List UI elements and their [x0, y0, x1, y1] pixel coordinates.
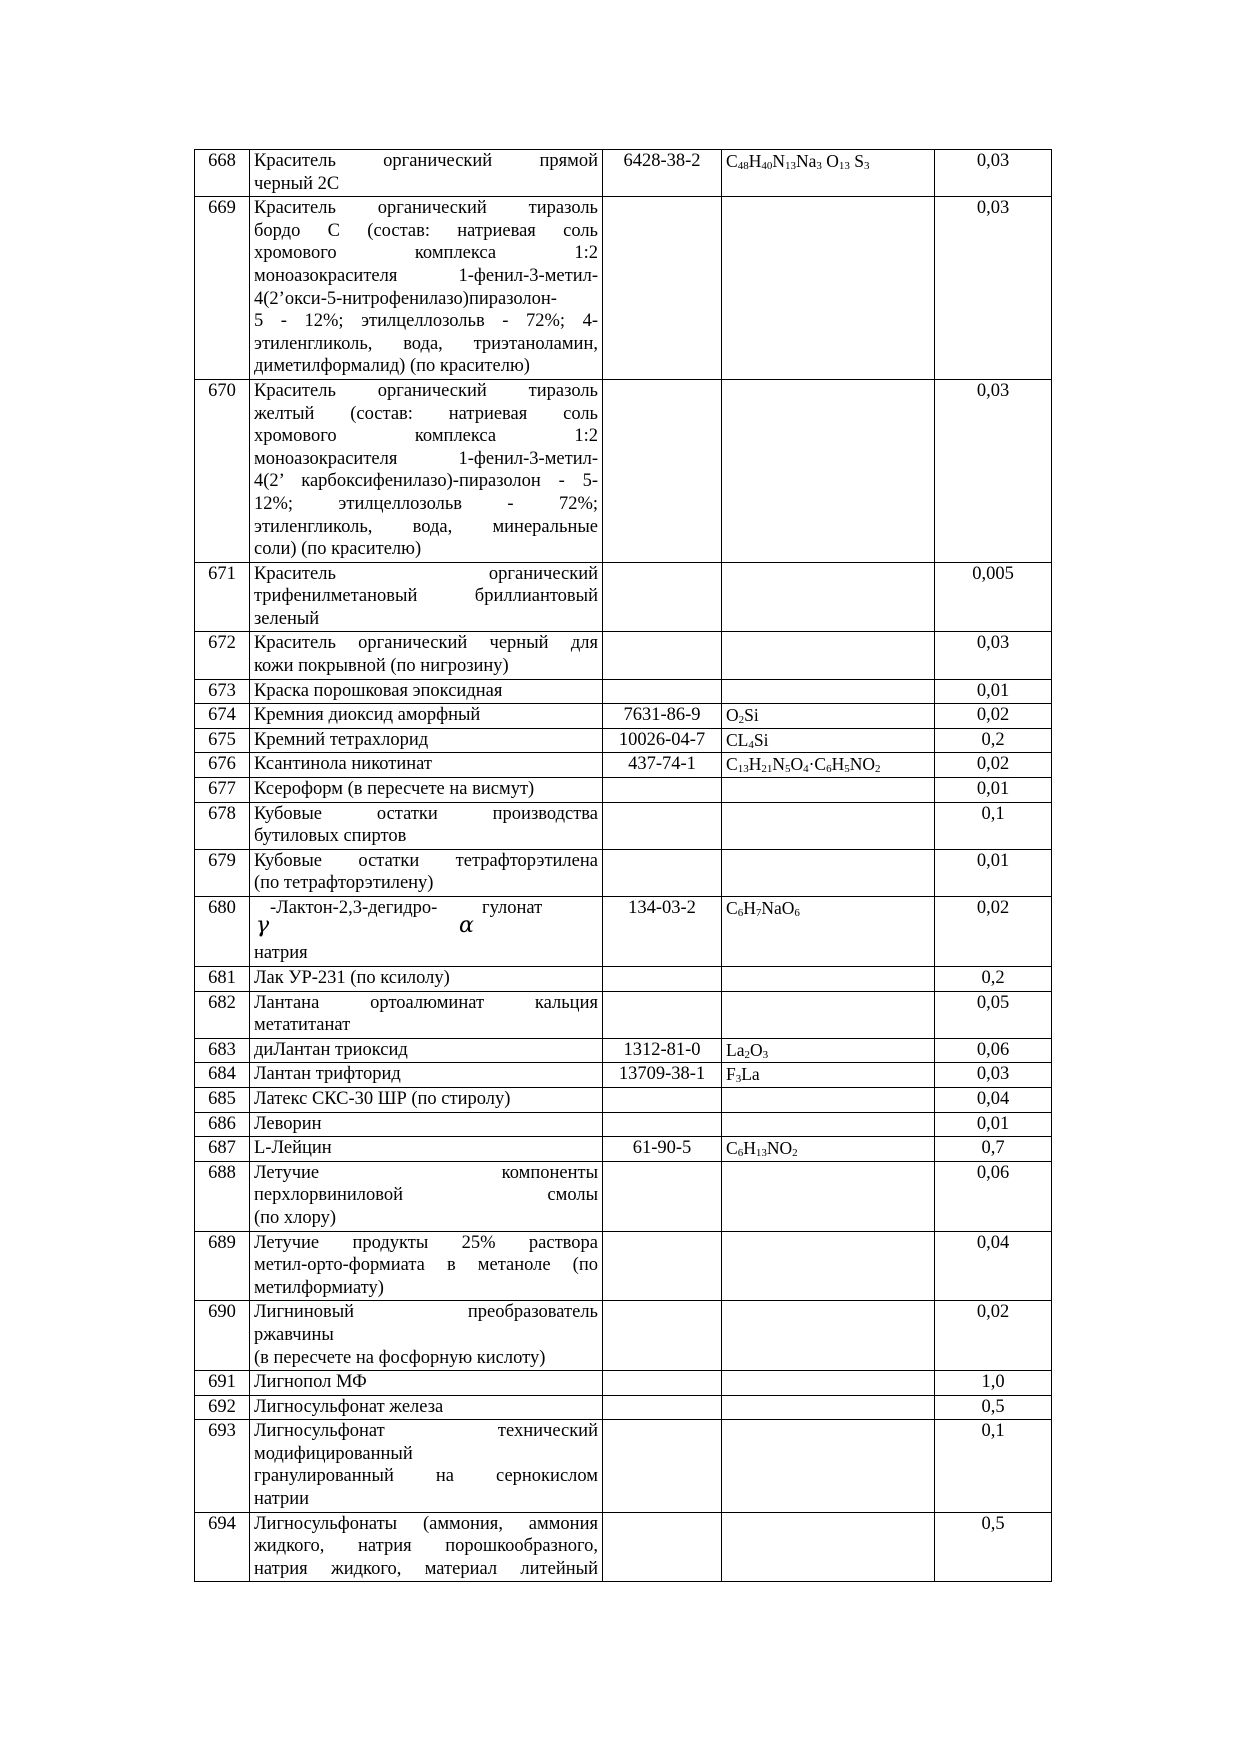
substance-name-line: этиленгликоль, вода, минеральные [254, 516, 598, 537]
substance-name [250, 1063, 603, 1088]
substance-name-line: Лантана ортоалюминат кальция [254, 992, 598, 1013]
formula-subscript: 2 [792, 1147, 798, 1160]
substance-name-line: 12%; этилцеллозольв - 72%; [254, 493, 598, 514]
substance-name [250, 197, 603, 380]
chemical-formula [722, 1301, 935, 1371]
cas-number [603, 1395, 722, 1420]
substances-table [194, 149, 1052, 1582]
concentration-value: 1,0 [935, 1371, 1052, 1396]
substance-name-line: модифицированный [254, 1443, 413, 1464]
table-row [195, 704, 1052, 729]
chemical-formula [722, 562, 935, 632]
concentration-value: 0,02 [935, 753, 1052, 778]
substance-name-part: натрия [254, 943, 308, 963]
formula-subscript: 6 [826, 763, 832, 776]
concentration-value: 0,03 [935, 1063, 1052, 1088]
table-row [195, 728, 1052, 753]
row-number: 692 [195, 1395, 250, 1420]
table-row [195, 1137, 1052, 1162]
substance-name [250, 562, 603, 632]
formula-element: C [726, 151, 738, 171]
row-number: 679 [195, 849, 250, 896]
table-row [195, 991, 1052, 1038]
table-row [195, 1371, 1052, 1396]
chemical-formula [722, 679, 935, 704]
concentration-value: 0,01 [935, 849, 1052, 896]
formula-subscript: 5 [784, 763, 791, 776]
concentration-value: 0,02 [935, 897, 1052, 967]
substance-name [250, 379, 603, 562]
formula-subscript: 4 [803, 763, 809, 776]
row-number: 686 [195, 1112, 250, 1137]
cas-number [603, 1512, 722, 1582]
row-number: 687 [195, 1137, 250, 1162]
cas-number [603, 1087, 722, 1112]
formula-subscript: 3 [735, 1073, 742, 1086]
substance-name-line: Лак УР-231 (по ксилолу) [254, 968, 450, 988]
chemical-formula [722, 802, 935, 849]
formula-element: O [790, 754, 804, 775]
substance-name-line: Латекс СКС-30 ШР (по стиролу) [254, 1088, 511, 1109]
cas-number [603, 1301, 722, 1371]
cas-number: 437-74-1 [603, 753, 722, 778]
gamma-symbol: γ [256, 913, 270, 938]
formula-subscript: 40 [761, 160, 773, 172]
row-number: 670 [195, 379, 250, 562]
table-row [195, 1420, 1052, 1512]
substance-name [250, 753, 603, 778]
table-row [195, 1301, 1052, 1371]
table-row [195, 1063, 1052, 1088]
formula-element: O [821, 151, 839, 171]
concentration-value: 0,5 [935, 1395, 1052, 1420]
cas-number: 13709-38-1 [603, 1063, 722, 1088]
substance-name [250, 1395, 603, 1420]
chemical-formula [722, 1395, 935, 1420]
concentration-value: 0,01 [935, 679, 1052, 704]
substance-name-line: Ксероформ (в пересчете на висмут) [254, 779, 535, 800]
substance-name [250, 632, 603, 679]
substance-name [250, 1112, 603, 1137]
row-number: 682 [195, 991, 250, 1038]
row-number: 675 [195, 728, 250, 753]
chemical-formula [722, 1420, 935, 1512]
substance-name [250, 679, 603, 704]
row-number: 688 [195, 1161, 250, 1231]
chemical-formula [722, 1112, 935, 1137]
chemical-formula [722, 991, 935, 1038]
table-row [195, 562, 1052, 632]
chemical-formula [722, 197, 935, 380]
substance-name-part: гулонат [482, 898, 543, 918]
substance-name-line: Кремния диоксид аморфный [254, 705, 481, 726]
substance-name [250, 1301, 603, 1371]
concentration-value: 0,02 [935, 1301, 1052, 1371]
substance-name-line: Кубовые остатки производства [254, 803, 598, 824]
concentration-value: 0,01 [935, 778, 1052, 803]
cas-number [603, 967, 722, 992]
formula-element: NO [766, 1138, 793, 1159]
chemical-formula [722, 704, 935, 729]
substance-name-line: хромового комплекса 1:2 [254, 243, 598, 264]
concentration-value: 0,2 [935, 728, 1052, 753]
row-number: 669 [195, 197, 250, 380]
substance-name-line: Краситель органический тиразоль [254, 198, 598, 219]
substance-name-line: 5 - 12%; этилцеллозольв - 72%; 4- [254, 311, 598, 332]
table-row [195, 632, 1052, 679]
substance-name-line: Лантан трифторид [254, 1064, 401, 1085]
chemical-formula [722, 1512, 935, 1582]
substance-name-line: трифенилметановый бриллиантовый [254, 586, 598, 607]
formula-element: S [849, 151, 864, 171]
substance-name-line: кожи покрывной (по нигрозину) [254, 656, 509, 677]
substance-name-line: жидкого, натрия порошкообразного, [254, 1536, 598, 1557]
formula-subscript: 2 [738, 714, 745, 727]
substance-name [250, 849, 603, 896]
formula-element: H [748, 151, 762, 171]
cas-number: 1312-81-0 [603, 1038, 722, 1063]
substance-name-line: L-Лейцин [254, 1138, 332, 1159]
formula-subscript: 4 [748, 738, 754, 751]
formula-subscript: 3 [864, 160, 870, 172]
formula-element: C [726, 754, 738, 775]
substance-name-line: натрии [254, 1489, 309, 1510]
formula-subscript: 13 [755, 1147, 767, 1160]
formula-subscript: 13 [838, 160, 850, 172]
substance-name-line: (по хлору) [254, 1207, 337, 1228]
row-number: 674 [195, 704, 250, 729]
substance-name-line: желтый (состав: натриевая соль [254, 403, 598, 424]
substance-name-line: Кремний тетрахлорид [254, 729, 429, 750]
formula-element: Na [795, 151, 817, 171]
substance-name [250, 728, 603, 753]
cas-number [603, 197, 722, 380]
chemical-formula [722, 1371, 935, 1396]
formula-element: NaO [761, 898, 795, 918]
row-number: 693 [195, 1420, 250, 1512]
chemical-formula [722, 897, 935, 967]
concentration-value: 0,2 [935, 967, 1052, 992]
cas-number: 10026-04-7 [603, 728, 722, 753]
substance-name [250, 802, 603, 849]
formula-element: C [726, 1138, 738, 1159]
concentration-value: 0,5 [935, 1512, 1052, 1582]
substance-name-line: Краситель органический прямой [254, 151, 598, 171]
table-row [195, 1038, 1052, 1063]
substance-name-line: (в пересчете на фосфорную кислоту) [254, 1347, 546, 1368]
table-row [195, 1161, 1052, 1231]
concentration-value: 0,05 [935, 991, 1052, 1038]
table-row [195, 197, 1052, 380]
substance-name-line: Летучие продукты 25% раствора [254, 1232, 598, 1253]
alpha-symbol: α [459, 913, 474, 938]
row-number: 681 [195, 967, 250, 992]
concentration-value: 0,03 [935, 632, 1052, 679]
cas-number [603, 679, 722, 704]
substance-name-line: Летучие компоненты [254, 1162, 598, 1183]
formula-element: O [726, 705, 739, 726]
chemical-formula [722, 778, 935, 803]
table-row [195, 1112, 1052, 1137]
cas-number [603, 1231, 722, 1301]
substance-name [250, 704, 603, 729]
row-number: 694 [195, 1512, 250, 1582]
formula-element: CL [726, 729, 749, 750]
substance-name-line: 4(2’ карбоксифенилазо)-пиразолон - 5- [254, 471, 598, 492]
chemical-formula [722, 1161, 935, 1231]
substance-name-line: Краситель органический тиразоль [254, 380, 598, 401]
formula-element: La [741, 1064, 760, 1085]
formula-element: H [743, 1138, 756, 1159]
formula-element: F [726, 1064, 736, 1085]
formula-element: Si [744, 705, 759, 726]
concentration-value: 0,005 [935, 562, 1052, 632]
chemical-formula [722, 632, 935, 679]
table-row [195, 897, 1052, 967]
table-row [195, 1231, 1052, 1301]
row-number: 691 [195, 1371, 250, 1396]
cas-number [603, 1161, 722, 1231]
substance-name-part: -Лактон-2,3-дегидро- [270, 898, 438, 918]
substance-name [250, 967, 603, 992]
table-row [195, 150, 1052, 197]
formula-subscript: 13 [737, 763, 749, 776]
formula-subscript: 3 [816, 160, 822, 172]
formula-subscript: 2 [875, 763, 881, 776]
formula-element: H [743, 898, 756, 918]
substance-name-line: Леворин [254, 1113, 322, 1134]
formula-element: O [749, 1039, 763, 1060]
table-row [195, 1087, 1052, 1112]
formula-subscript: 48 [737, 160, 749, 172]
formula-subscript: 6 [737, 1147, 744, 1160]
chemical-formula [722, 1231, 935, 1301]
concentration-value: 0,03 [935, 379, 1052, 562]
formula-subscript: 21 [761, 763, 773, 776]
row-number: 685 [195, 1087, 250, 1112]
substance-name [250, 1420, 603, 1512]
row-number: 678 [195, 802, 250, 849]
chemical-formula [722, 753, 935, 778]
chemical-formula [722, 1038, 935, 1063]
table-row [195, 1395, 1052, 1420]
cas-number [603, 562, 722, 632]
substance-name-line: 4(2’окси-5-нитрофенилазо)пиразолон- [254, 288, 557, 309]
formula-subscript: 5 [844, 763, 850, 776]
formula-subscript: 6 [794, 907, 800, 919]
cas-number [603, 1371, 722, 1396]
substance-name-line: Ксантинола никотинат [254, 754, 432, 775]
substance-name [250, 778, 603, 803]
substance-name-line: метил-орто-формиата в метаноле (по [254, 1255, 598, 1276]
table-row [195, 679, 1052, 704]
chemical-formula [722, 728, 935, 753]
substance-name-line: натрия жидкого, материал литейный [254, 1558, 598, 1579]
concentration-value: 0,06 [935, 1161, 1052, 1231]
formula-element: N [772, 754, 785, 775]
substance-name [250, 1137, 603, 1162]
substance-name-line: диЛантан триоксид [254, 1039, 408, 1060]
row-number: 671 [195, 562, 250, 632]
substance-name-line: зеленый [254, 608, 320, 629]
formula-element: H [748, 754, 762, 775]
row-number: 684 [195, 1063, 250, 1088]
formula-element: H [831, 754, 845, 775]
table-row [195, 778, 1052, 803]
formula-subscript: 6 [737, 907, 744, 919]
substance-name-line: Кубовые остатки тетрафторэтилена [254, 850, 598, 871]
cas-number [603, 778, 722, 803]
concentration-value: 0,02 [935, 704, 1052, 729]
substance-name-line: моноазокрасителя 1-фенил-3-метил- [254, 265, 598, 286]
substance-name-line: Краситель органический черный для [254, 633, 598, 654]
formula-subscript: 2 [744, 1048, 750, 1061]
table-row [195, 753, 1052, 778]
row-number: 673 [195, 679, 250, 704]
substance-name-formula-block [254, 897, 598, 965]
substance-name-line: этиленгликоль, вода, триэтаноламин, [254, 333, 598, 354]
chemical-formula [722, 1137, 935, 1162]
formula-element: NO [849, 754, 876, 775]
concentration-value: 0,04 [935, 1231, 1052, 1301]
formula-element: C [726, 898, 738, 918]
table-row [195, 849, 1052, 896]
substance-name-line: Лигниновый преобразователь [254, 1302, 598, 1323]
chemical-formula [722, 150, 935, 197]
concentration-value: 0,06 [935, 1038, 1052, 1063]
concentration-value: 0,01 [935, 1112, 1052, 1137]
substance-name [250, 1512, 603, 1582]
concentration-value: 0,04 [935, 1087, 1052, 1112]
cas-number [603, 991, 722, 1038]
cas-number [603, 632, 722, 679]
concentration-value: 0,1 [935, 802, 1052, 849]
substance-name-line: Лигносульфонат железа [254, 1396, 444, 1417]
row-number: 676 [195, 753, 250, 778]
substance-name-line: ржавчины [254, 1324, 334, 1345]
concentration-value: 0,03 [935, 197, 1052, 380]
table-body [195, 150, 1052, 1582]
formula-subscript: 3 [762, 1048, 769, 1061]
table-row [195, 802, 1052, 849]
row-number: 668 [195, 150, 250, 197]
table-row [195, 967, 1052, 992]
substance-name [250, 1231, 603, 1301]
cas-number: 6428-38-2 [603, 150, 722, 197]
substance-name-line: Краска порошковая эпоксидная [254, 680, 503, 701]
chemical-formula [722, 967, 935, 992]
row-number: 690 [195, 1301, 250, 1371]
formula-subscript: 13 [784, 160, 796, 172]
row-number: 680 [195, 897, 250, 967]
formula-element: Si [753, 729, 769, 750]
substance-name-line: метатитанат [254, 1015, 351, 1036]
substance-name-line: Лигносульфонат технический [254, 1421, 598, 1442]
cas-number [603, 1420, 722, 1512]
cas-number [603, 1112, 722, 1137]
substance-name-line: бордо С (состав: натриевая соль [254, 220, 598, 241]
substance-name-line: Лигносульфонаты (аммония, аммония [254, 1513, 598, 1534]
concentration-value: 0,03 [935, 150, 1052, 197]
substance-name [250, 1161, 603, 1231]
concentration-value: 0,1 [935, 1420, 1052, 1512]
substance-name-line: (по тетрафторэтилену) [254, 873, 434, 894]
substance-name-line: бутиловых спиртов [254, 826, 407, 847]
substance-name-line: хромового комплекса 1:2 [254, 426, 598, 447]
substance-name-line: черный 2С [254, 173, 340, 194]
substance-name-line: соли) (по красителю) [254, 539, 422, 560]
formula-element: N [772, 151, 785, 171]
substance-name-line: перхлорвиниловой смолы [254, 1185, 598, 1206]
chemical-formula [722, 1087, 935, 1112]
substance-name-line: моноазокрасителя 1-фенил-3-метил- [254, 448, 598, 469]
substance-name [250, 1371, 603, 1396]
substance-name [250, 991, 603, 1038]
cas-number [603, 379, 722, 562]
formula-element: ·C [808, 754, 827, 775]
substance-name [250, 1087, 603, 1112]
substance-name [250, 897, 603, 967]
cas-number: 61-90-5 [603, 1137, 722, 1162]
substance-name-line: Краситель органический [254, 563, 598, 584]
row-number: 672 [195, 632, 250, 679]
row-number: 689 [195, 1231, 250, 1301]
table-row [195, 1512, 1052, 1582]
chemical-formula [722, 1063, 935, 1088]
substance-name-line: диметилформалид) (по красителю) [254, 356, 530, 377]
formula-element: La [726, 1039, 745, 1060]
concentration-value: 0,7 [935, 1137, 1052, 1162]
cas-number: 134-03-2 [603, 897, 722, 967]
cas-number: 7631-86-9 [603, 704, 722, 729]
chemical-formula [722, 379, 935, 562]
substance-name [250, 150, 603, 197]
substance-name [250, 1038, 603, 1063]
row-number: 677 [195, 778, 250, 803]
formula-subscript: 7 [755, 907, 762, 919]
cas-number [603, 802, 722, 849]
table-row [195, 379, 1052, 562]
chemical-formula [722, 849, 935, 896]
substance-name-line: гранулированный на сернокислом [254, 1466, 598, 1487]
row-number: 683 [195, 1038, 250, 1063]
substance-name-line: метилформиату) [254, 1277, 384, 1298]
substance-name-line: Лигнопол МФ [254, 1372, 367, 1393]
cas-number [603, 849, 722, 896]
